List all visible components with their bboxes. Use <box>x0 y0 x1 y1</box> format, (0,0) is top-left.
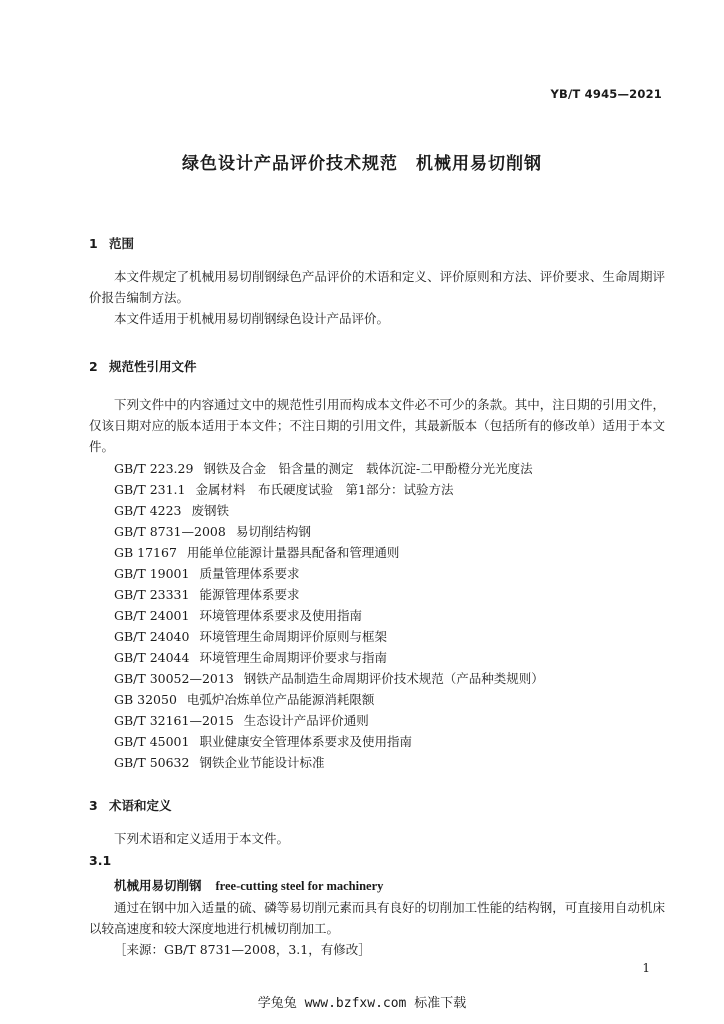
reference-code: GB/T 32161—2015 <box>114 713 234 728</box>
reference-title: 易切削结构钢 <box>235 524 311 539</box>
reference-title: 废钢铁 <box>191 503 230 518</box>
reference-code: GB/T 30052—2013 <box>114 671 234 686</box>
reference-code: GB/T 23331 <box>114 587 190 602</box>
section-title: 范围 <box>109 236 135 251</box>
terms-intro-paragraph: 下列术语和定义适用于本文件。 <box>114 831 290 846</box>
section-title: 术语和定义 <box>109 798 172 813</box>
reference-item <box>114 479 544 500</box>
reference-item <box>114 605 544 626</box>
reference-code: GB/T 8731—2008 <box>114 524 226 539</box>
term-chinese: 机械用易切削钢 <box>114 878 202 893</box>
reference-code: GB 32050 <box>114 692 177 707</box>
reference-title: 环境管理体系要求及使用指南 <box>199 608 362 623</box>
reference-list <box>114 458 544 773</box>
reference-title: 钢铁产品制造生命周期评价技术规范（产品种类规则） <box>243 671 544 686</box>
reference-title: 环境管理生命周期评价原则与框架 <box>199 629 387 644</box>
reference-code: GB/T 231.1 <box>114 482 186 497</box>
scope-paragraph-1: 本文件规定了机械用易切削钢绿色产品评价的术语和定义、评价原则和方法、评价要求、生命周期评价报告编制方法。 <box>89 269 665 305</box>
reference-code: GB/T 19001 <box>114 566 190 581</box>
reference-title: 环境管理生命周期评价要求与指南 <box>199 650 387 665</box>
reference-item <box>114 458 544 479</box>
reference-item <box>114 752 544 773</box>
reference-item <box>114 668 544 689</box>
normative-intro-paragraph: 下列文件中的内容通过文中的规范性引用而构成本文件必不可少的条款。其中，注日期的引用文件，仅该日期对应的版本适用于本文件；不注日期的引用文件，其最新版本（包括所有的修改单）适用于本文件。 <box>89 397 665 454</box>
reference-code: GB/T 24040 <box>114 629 190 644</box>
reference-code: GB/T 45001 <box>114 734 190 749</box>
reference-item <box>114 647 544 668</box>
section-title: 规范性引用文件 <box>109 359 197 374</box>
term-definition: 通过在钢中加入适量的硫、磷等易切削元素而具有良好的切削加工性能的结构钢，可直接用自动机床以较高速度和较大深度地进行机械切削加工。 <box>89 900 665 936</box>
section-heading-scope <box>89 234 134 252</box>
scope-paragraph-2: 本文件适用于机械用易切削钢绿色设计产品评价。 <box>114 311 390 326</box>
reference-title: 金属材料 布氏硬度试验 第1部分：试验方法 <box>195 482 454 497</box>
reference-item <box>114 731 544 752</box>
reference-code: GB/T 223.29 <box>114 461 194 476</box>
term-english: free-cutting steel for machinery <box>215 879 384 893</box>
reference-item <box>114 521 544 542</box>
reference-item <box>114 689 544 710</box>
reference-code: GB/T 24044 <box>114 650 190 665</box>
term-number: 3.1 <box>89 853 112 868</box>
reference-title: 生态设计产品评价通则 <box>243 713 369 728</box>
reference-item <box>114 584 544 605</box>
reference-code: GB/T 4223 <box>114 503 182 518</box>
reference-code: GB 17167 <box>114 545 177 560</box>
reference-title: 电弧炉冶炼单位产品能源消耗限额 <box>186 692 375 707</box>
reference-title: 钢铁及合金 铅含量的测定 载体沉淀-二甲酚橙分光光度法 <box>203 461 533 476</box>
reference-item <box>114 710 544 731</box>
reference-title: 质量管理体系要求 <box>199 566 300 581</box>
page-number: 1 <box>642 961 650 975</box>
reference-item <box>114 500 544 521</box>
term-entry <box>114 876 383 894</box>
reference-title: 能源管理体系要求 <box>199 587 300 602</box>
section-heading-terms <box>89 796 172 814</box>
reference-item <box>114 542 544 563</box>
reference-title: 职业健康安全管理体系要求及使用指南 <box>199 734 412 749</box>
document-title: 绿色设计产品评价技术规范 机械用易切削钢 <box>182 154 542 174</box>
term-source-note: ［来源：GB/T 8731—2008，3.1，有修改］ <box>114 942 371 957</box>
section-heading-normative-references <box>89 357 197 375</box>
reference-title: 钢铁企业节能设计标准 <box>199 755 325 770</box>
section-number: 1 <box>89 236 98 251</box>
reference-item <box>114 563 544 584</box>
reference-title: 用能单位能源计量器具配备和管理通则 <box>186 545 400 560</box>
reference-item <box>114 626 544 647</box>
standard-number: YB/T 4945—2021 <box>550 87 662 101</box>
reference-code: GB/T 24001 <box>114 608 190 623</box>
section-number: 3 <box>89 798 98 813</box>
watermark-footer: 学兔兔 www.bzfxw.com 标准下载 <box>257 996 467 1011</box>
section-number: 2 <box>89 359 98 374</box>
reference-code: GB/T 50632 <box>114 755 190 770</box>
